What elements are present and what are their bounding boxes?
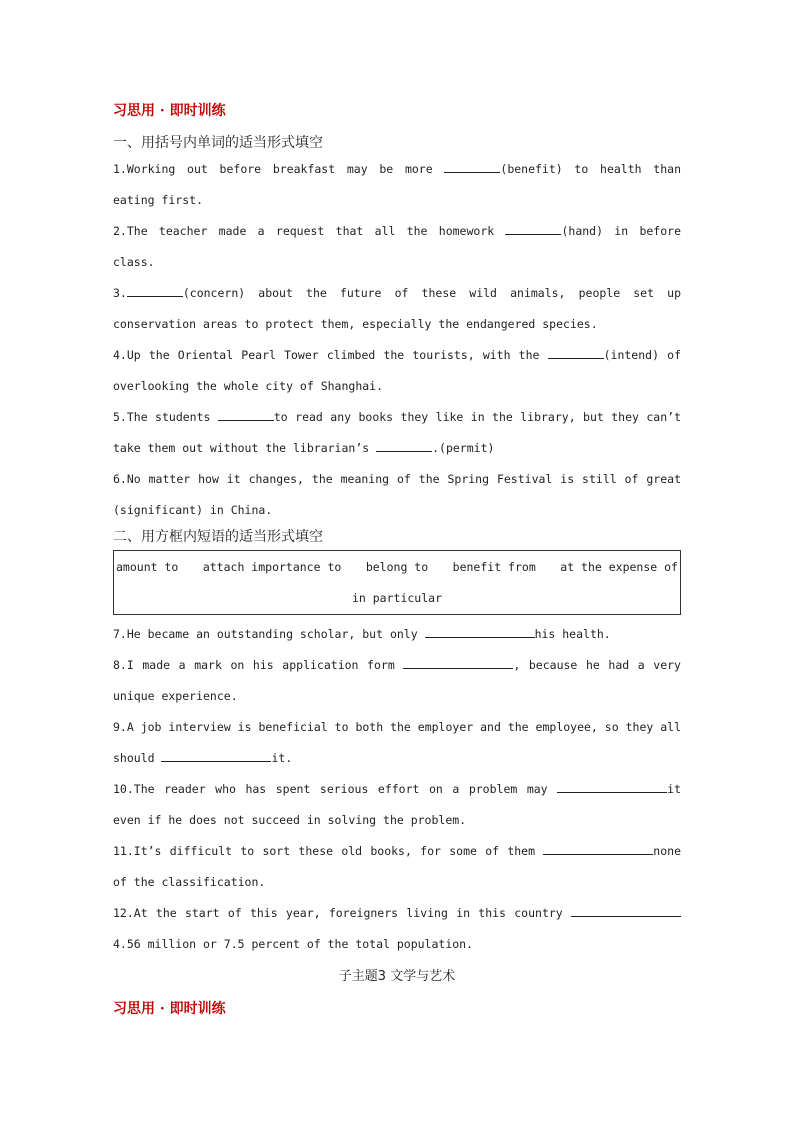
question-text: .(permit): [432, 441, 495, 455]
phrase: attach importance to: [202, 560, 342, 574]
question-7: [113, 619, 681, 650]
question-text: to read any books they like in the library, but they can’t take them out without the librarian’s: [113, 410, 681, 455]
section-title: 习思用 · 即时训练: [113, 103, 226, 119]
phrase: in particular: [351, 591, 442, 605]
answer-blank[interactable]: [161, 749, 271, 762]
question-8: [113, 650, 681, 712]
question-text: 1.Working out before breakfast may be more: [113, 162, 445, 176]
question-5: [113, 402, 681, 464]
answer-blank[interactable]: [425, 625, 535, 638]
question-10: [113, 774, 681, 836]
answer-blank[interactable]: [557, 780, 667, 793]
question-text: (concern) about the future of these wild animals, people set up conservation areas to protect them, especially the endangered species.: [113, 286, 681, 331]
question-text: (benefit) to health than eating first.: [113, 162, 681, 207]
answer-blank[interactable]: [403, 656, 513, 669]
subtopic-title: 子主题3 文学与艺术: [338, 969, 456, 984]
question-text: 7.He became an outstanding scholar, but only: [113, 627, 425, 641]
question-text: (intend) of overlooking the whole city of Shanghai.: [113, 348, 681, 393]
phrase: benefit from: [452, 560, 536, 574]
question-text: 5.The students: [113, 410, 218, 424]
section-title: 习思用 · 即时训练: [113, 1001, 226, 1017]
question-text: , because he had a very unique experience.: [113, 658, 681, 703]
part1-heading: 一、用括号内单词的适当形式填空: [113, 135, 323, 151]
phrase-row: [114, 552, 680, 583]
answer-blank[interactable]: [571, 904, 681, 917]
question-4: [113, 340, 681, 402]
answer-blank[interactable]: [548, 346, 604, 359]
answer-blank[interactable]: [218, 408, 274, 421]
question-2: [113, 216, 681, 278]
part2-heading: 二、用方框内短语的适当形式填空: [113, 529, 323, 545]
question-text: 3.: [113, 286, 127, 300]
question-1: [113, 154, 681, 216]
question-text: 10.The reader who has spent serious effort on a problem may: [113, 782, 558, 796]
question-text: 12.At the start of this year, foreigners living in this country: [113, 906, 571, 920]
content: [113, 100, 681, 1020]
question-text: it.: [271, 751, 293, 765]
question-text: 11.It’s difficult to sort these old books, for some of them: [113, 844, 544, 858]
phrase: at the expense of: [560, 560, 678, 574]
question-text: it even if he does not succeed in solving the problem.: [113, 782, 681, 827]
question-text: 8.I made a mark on his application form: [113, 658, 404, 672]
question-text: (hand) in before class.: [113, 224, 681, 269]
question-text: 4.Up the Oriental Pearl Tower climbed the tourists, with the: [113, 348, 548, 362]
question-12: [113, 898, 681, 960]
question-text: his health.: [534, 627, 611, 641]
question-9: [113, 712, 681, 774]
question-11: [113, 836, 681, 898]
answer-blank[interactable]: [543, 842, 653, 855]
question-6: 6.No matter how it changes, the meaning of the Spring Festival is still of great (significant) in China.: [113, 472, 681, 517]
answer-blank[interactable]: [127, 284, 183, 297]
question-text: 2.The teacher made a request that all the homework: [113, 224, 506, 238]
phrase: belong to: [365, 560, 429, 574]
question-3: [113, 278, 681, 340]
answer-blank[interactable]: [444, 160, 500, 173]
phrase-box: [113, 550, 681, 615]
answer-blank[interactable]: [505, 222, 561, 235]
question-text: 4.56 million or 7.5 percent of the total population.: [113, 937, 474, 951]
question-text: none of the classification.: [113, 844, 681, 889]
phrase: amount to: [116, 560, 179, 574]
phrase-row: [114, 583, 680, 614]
answer-blank[interactable]: [376, 439, 432, 452]
question-text: 9.A job interview is beneficial to both the employer and the employee, so they all should: [113, 720, 681, 765]
